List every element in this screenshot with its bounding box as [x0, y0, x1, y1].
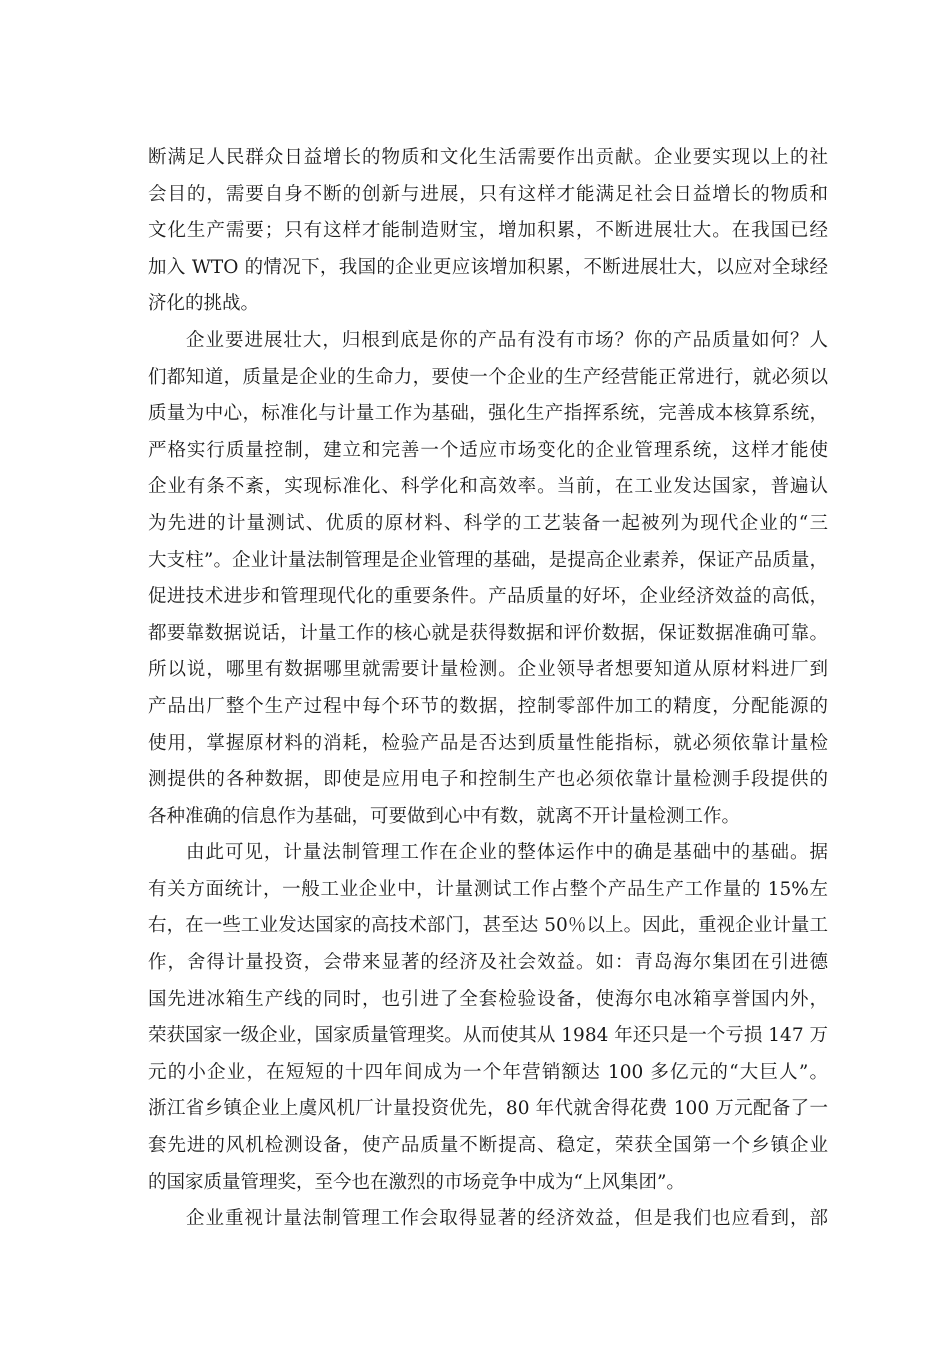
text-line: 浙江省乡镇企业上虞风机厂计量投资优先，80 年代就舍得花费 100 万元配备了一 [148, 1098, 828, 1120]
text-line: 作，舍得计量投资，会带来显著的经济及社会效益。如：青岛海尔集团在引进德 [148, 952, 828, 974]
text-line: 断满足人民群众日益增长的物质和文化生活需要作出贡献。企业要实现以上的社 [148, 147, 828, 168]
text-line: 所以说，哪里有数据哪里就需要计量检测。企业领导者想要知道从原材料进厂到 [148, 659, 828, 681]
text-line: 文化生产需要；只有这样才能制造财宝，增加积累，不断进展壮大。在我国已经 [148, 220, 828, 242]
text-line: 大支柱”。企业计量法制管理是企业管理的基础，是提高企业素养，保证产品质量， [148, 549, 828, 571]
text-line: 套先进的风机检测设备，使产品质量不断提高、稳定，荣获全国第一个乡镇企业 [148, 1135, 828, 1157]
text-line: 国先进冰箱生产线的同时，也引进了全套检验设备，使海尔电冰箱享誉国内外， [148, 988, 828, 1010]
text-line: 济化的挑战。 [148, 293, 260, 315]
paragraph-first-line: 企业要进展壮大，归根到底是你的产品有没有市场？你的产品质量如何？人 [186, 329, 828, 351]
text-line: 使用，掌握原材料的消耗，检验产品是否达到质量性能指标，就必须依靠计量检 [148, 732, 828, 754]
text-line: 右，在一些工业发达国家的高技术部门，甚至达 50％以上。因此，重视企业计量工 [148, 915, 828, 937]
text-line: 产品出厂整个生产过程中每个环节的数据，控制零部件加工的精度，分配能源的 [148, 695, 828, 717]
text-line: 各种准确的信息作为基础，可要做到心中有数，就离不开计量检测工作。 [148, 805, 741, 827]
text-line: 促进技术进步和管理现代化的重要条件。产品质量的好坏，企业经济效益的高低， [148, 586, 828, 608]
text-line: 元的小企业，在短短的十四年间成为一个年营销额达 100 多亿元的“大巨人”。 [148, 1061, 828, 1083]
text-line: 有关方面统计，一般工业企业中，计量测试工作占整个产品生产工作量的 15%左 [148, 878, 828, 900]
text-line: 荣获国家一级企业，国家质量管理奖。从而使其从 1984 年还只是一个亏损 147 万 [148, 1025, 828, 1047]
text-line: 测提供的各种数据，即使是应用电子和控制生产也必须依靠计量检测手段提供的 [148, 769, 828, 791]
text-line: 企业有条不紊，实现标准化、科学化和高效率。当前，在工业发达国家，普遍认 [148, 476, 828, 498]
text-line: 为先进的计量测试、优质的原材料、科学的工艺装备一起被列为现代企业的“三 [148, 512, 828, 534]
text-line: 质量为中心，标准化与计量工作为基础，强化生产指挥系统，完善成本核算系统， [148, 403, 828, 425]
text-line: 会目的，需要自身不断的创新与进展，只有这样才能满足社会日益增长的物质和 [148, 183, 828, 205]
text-line: 们都知道，质量是企业的生命力，要使一个企业的生产经营能正常进行，就必须以 [148, 366, 828, 388]
body-text [148, 140, 828, 1238]
text-line: 都要靠数据说话，计量工作的核心就是获得数据和评价数据，保证数据准确可靠。 [148, 622, 828, 644]
text-line: 加入 WTO 的情况下，我国的企业更应该增加积累，不断进展壮大，以应对全球经 [148, 256, 828, 278]
text-line: 严格实行质量控制，建立和完善一个适应市场变化的企业管理系统，这样才能使 [148, 439, 828, 461]
text-line: 的国家质量管理奖，至今也在激烈的市场竞争中成为“上风集团”。 [148, 1171, 685, 1193]
paragraph-first-line: 企业重视计量法制管理工作会取得显著的经济效益，但是我们也应看到，部 [186, 1208, 828, 1230]
paragraph-first-line: 由此可见，计量法制管理工作在企业的整体运作中的确是基础中的基础。据 [186, 842, 828, 864]
